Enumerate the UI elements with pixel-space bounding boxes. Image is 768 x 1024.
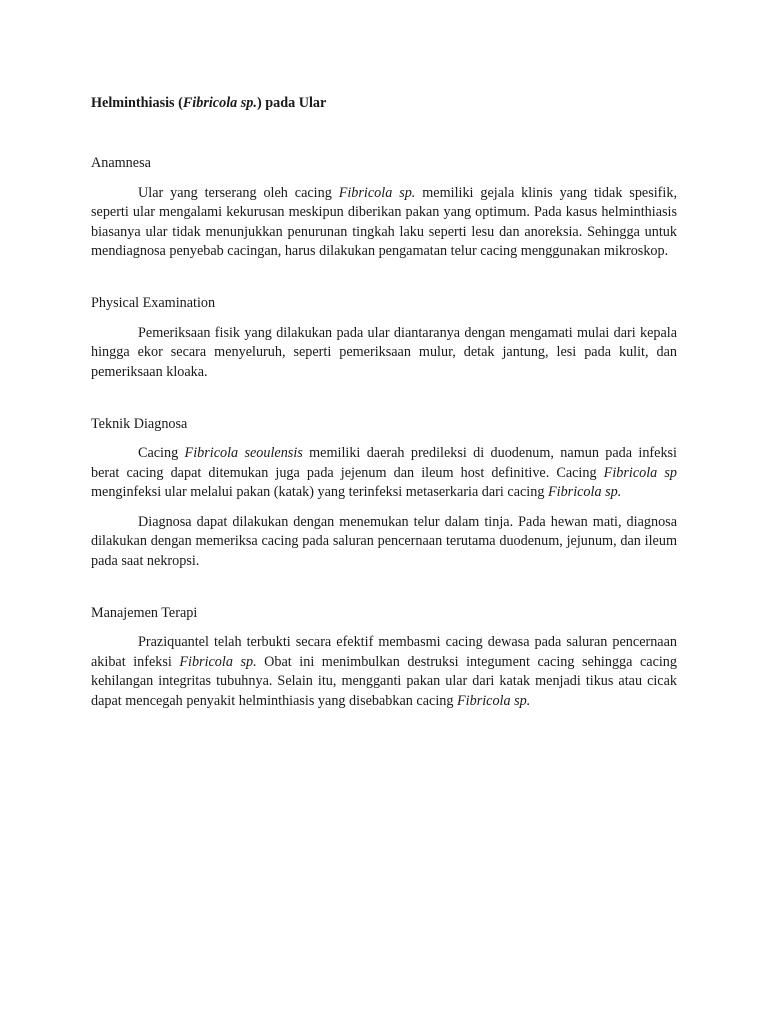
paragraph: [91, 513, 677, 571]
title-prefix: Helminthiasis (: [91, 95, 183, 111]
text-run: memiliki daerah predileksi di duodenum, namun pada infeksi berat cacing dapat ditemukan juga pada jejenum dan ileum host definitive. Cacing: [91, 445, 677, 481]
italic-term: Fibricola sp.: [457, 692, 531, 709]
text-run: Cacing: [138, 445, 185, 462]
paragraph: [91, 184, 677, 262]
section-heading: Manajemen Terapi: [91, 604, 198, 621]
paragraph: [91, 444, 677, 502]
text-run: Diagnosa dapat dilakukan dengan menemukan telur dalam tinja. Pada hewan mati, diagnosa dilakukan dengan memeriksa cacing pada saluran pencernaan terutama duodenum, jejunum, dan ileum pada saat nekropsi.: [91, 513, 677, 569]
paragraph-gap: [91, 503, 677, 513]
section-teknik-diagnosa: [91, 415, 677, 571]
title-suffix: ) pada Ular: [256, 95, 327, 111]
italic-term: Fibricola sp.: [547, 484, 622, 501]
italic-term: Fibricola seoulensis: [184, 445, 303, 462]
document-body: [91, 94, 677, 744]
sections-container: [91, 154, 677, 711]
text-run: menginfeksi ular melalui pakan (katak) yang terinfeksi metaserkaria dari cacing: [91, 484, 548, 501]
section-heading: Teknik Diagnosa: [91, 416, 188, 433]
title-species: Fibricola sp.: [182, 95, 257, 111]
text-run: Ular yang terserang oleh cacing: [138, 184, 339, 201]
document-title: [91, 94, 677, 113]
paragraph: [91, 633, 677, 711]
italic-term: Fibricola sp: [603, 464, 677, 481]
text-run: Pemeriksaan fisik yang dilakukan pada ular diantaranya dengan mengamati mulai dari kepala hingga ekor secara menyeluruh, seperti pemeriksaan mulur, detak jantung, lesi pada kulit, dan pemeriksaan kloaka.: [91, 324, 677, 380]
text-run: Obat ini menimbulkan destruksi integument cacing sehingga cacing kehilangan integritas tubuhnya. Selain itu, mengganti pakan ular dari katak menjadi tikus atau cicak dapat mencegah penyakit helminthiasis yang disebabkan cacing: [91, 653, 677, 709]
text-run: memiliki gejala klinis yang tidak spesifik, seperti ular mengalami kekurusan meskipun diberikan pakan yang optimum. Pada kasus helminthiasis biasanya ular tidak menunjukkan penurunan tingkah laku seperti lesu dan anoreksia. Sehingga untuk mendiagnosa penyebab cacingan, harus dilakukan pengamatan telur cacing menggunakan mikroskop.: [91, 184, 677, 260]
section-heading: Physical Examination: [91, 295, 216, 312]
paragraph: [91, 324, 677, 382]
section-manajemen-terapi: [91, 604, 677, 711]
section-anamnesa: [91, 154, 677, 261]
section-heading: Anamnesa: [91, 155, 151, 172]
text-run: Praziquantel telah terbukti secara efektif membasmi cacing dewasa pada saluran pencernaan akibat infeksi: [91, 634, 677, 670]
section-physical-examination: [91, 294, 677, 382]
italic-term: Fibricola sp.: [179, 653, 257, 670]
italic-term: Fibricola sp.: [338, 184, 416, 201]
